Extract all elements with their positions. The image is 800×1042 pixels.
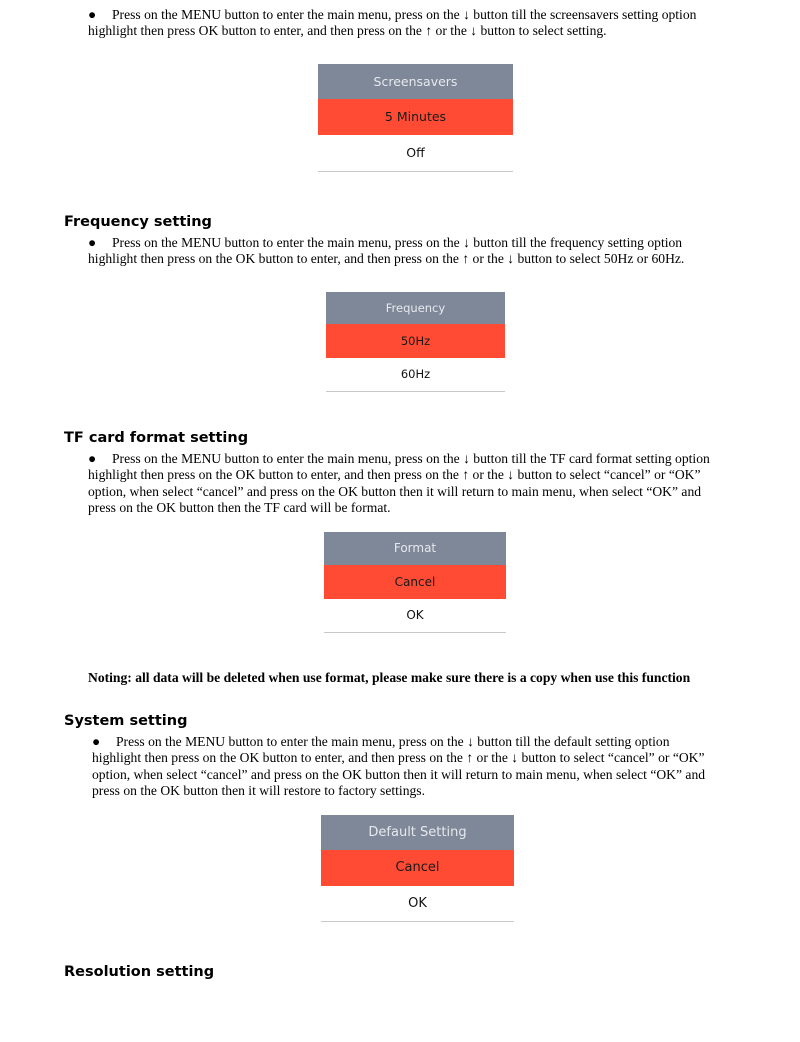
default-setting-menu (321, 815, 514, 922)
instruction-line: highlight then press on the OK button to enter, and then press on the ↑ or the ↓ button to select “cancel” or “OK” (88, 467, 701, 483)
bullet-icon: ● (92, 734, 101, 749)
menu-title: Format (324, 532, 506, 565)
instruction-line: Press on the MENU button to enter the main menu, press on the ↓ button till the frequency setting option (112, 235, 683, 250)
tf-format-instructions (88, 451, 710, 516)
screensaver-instructions (88, 7, 696, 40)
menu-title: Screensavers (318, 64, 513, 99)
section-heading-tf-format: TF card format setting (64, 430, 249, 446)
bullet-icon: ● (88, 235, 97, 250)
screensaver-menu (318, 64, 513, 172)
instruction-line: Press on the MENU button to enter the main menu, press on the ↓ button till the screensavers setting option (112, 7, 697, 22)
section-heading-frequency: Frequency setting (64, 214, 212, 230)
instruction-line: Press on the MENU button to enter the main menu, press on the ↓ button till the TF card format setting option (112, 451, 710, 466)
system-instructions (92, 734, 705, 799)
menu-option-selected[interactable]: Cancel (321, 850, 514, 886)
menu-option-selected[interactable]: 50Hz (326, 324, 505, 358)
instruction-line: press on the OK button then the TF card will be format. (88, 499, 391, 515)
bullet-icon: ● (88, 7, 97, 22)
menu-option[interactable]: 60Hz (326, 358, 505, 392)
instruction-line: option, when select “cancel” and press on the OK button then it will return to main menu, when select “OK” and (92, 766, 706, 782)
instruction-line: option, when select “cancel” and press on the OK button then it will return to main menu, when select “OK” and (88, 483, 702, 499)
menu-option-selected[interactable]: 5 Minutes (318, 99, 513, 135)
instruction-line: highlight then press on the OK button to enter, and then press on the ↑ or the ↓ button to select “cancel” or “OK” (92, 750, 705, 766)
menu-option[interactable]: OK (321, 886, 514, 922)
section-heading-resolution: Resolution setting (64, 964, 215, 980)
format-menu (324, 532, 506, 633)
bullet-icon: ● (88, 451, 97, 466)
menu-title: Default Setting (321, 815, 514, 850)
instruction-line: highlight then press on the OK button to enter, and then press on the ↑ or the ↓ button to select 50Hz or 60Hz. (88, 251, 685, 267)
instruction-line: highlight then press OK button to enter, and then press on the ↑ or the ↓ button to select setting. (88, 23, 607, 39)
format-warning-note: Noting: all data will be deleted when use format, please make sure there is a copy when use this function (88, 670, 691, 685)
frequency-instructions (88, 235, 684, 268)
menu-option[interactable]: OK (324, 599, 506, 633)
section-heading-system: System setting (64, 713, 188, 729)
menu-option[interactable]: Off (318, 135, 513, 172)
frequency-menu (326, 292, 505, 392)
instruction-line: press on the OK button then it will restore to factory settings. (92, 782, 425, 798)
menu-option-selected[interactable]: Cancel (324, 565, 506, 599)
instruction-line: Press on the MENU button to enter the main menu, press on the ↓ button till the default setting option (116, 734, 670, 749)
menu-title: Frequency (326, 292, 505, 324)
